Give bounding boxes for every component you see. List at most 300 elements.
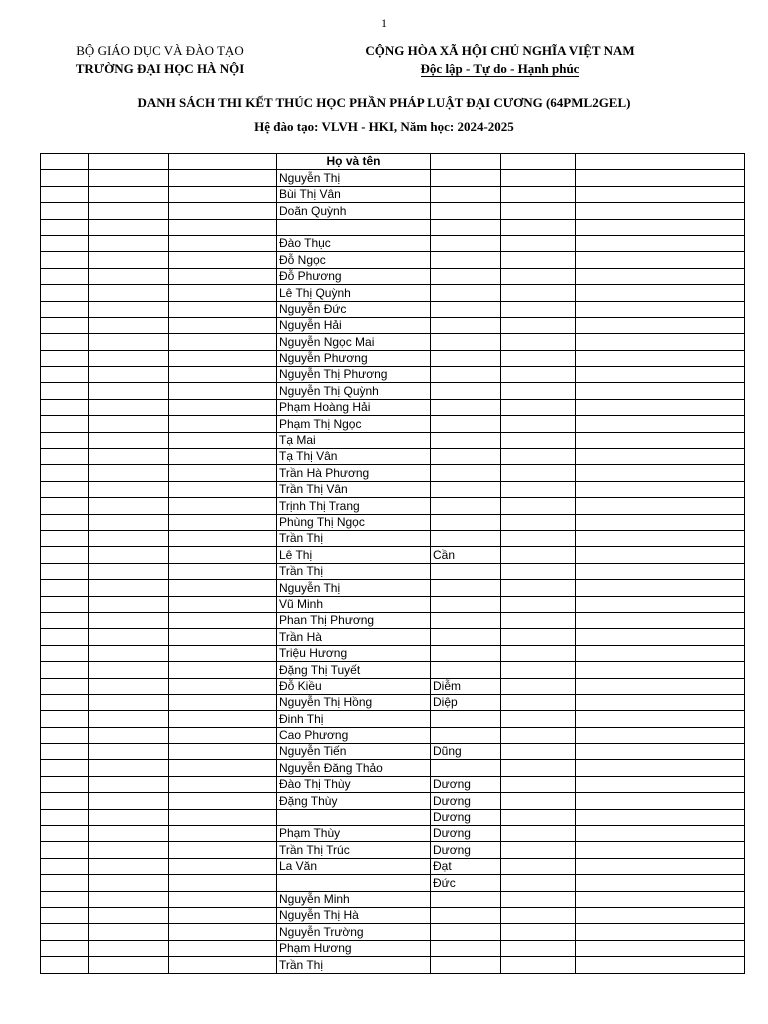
table-cell	[501, 596, 576, 612]
given-name-cell	[431, 596, 501, 612]
table-cell	[576, 498, 745, 514]
table-cell	[576, 334, 745, 350]
given-name-cell	[431, 383, 501, 399]
given-name-cell	[431, 285, 501, 301]
table-cell	[576, 399, 745, 415]
table-cell	[576, 547, 745, 563]
surname-cell: Đặng Thùy	[277, 793, 431, 809]
table-cell	[169, 563, 277, 579]
table-cell	[501, 301, 576, 317]
table-row	[41, 760, 745, 776]
surname-cell: Bùi Thị Vân	[277, 186, 431, 202]
given-name-cell	[431, 449, 501, 465]
table-cell	[41, 793, 89, 809]
table-cell	[169, 580, 277, 596]
table-cell	[169, 875, 277, 891]
table-cell	[501, 776, 576, 792]
table-cell	[169, 809, 277, 825]
table-cell	[169, 907, 277, 923]
table-cell	[169, 547, 277, 563]
table-cell	[169, 301, 277, 317]
table-cell	[89, 235, 169, 251]
table-cell	[501, 793, 576, 809]
given-name-cell: Dương	[431, 842, 501, 858]
table-cell	[89, 678, 169, 694]
table-cell	[576, 301, 745, 317]
table-cell	[169, 334, 277, 350]
table-row	[41, 793, 745, 809]
table-header-row	[41, 154, 745, 170]
table-cell	[501, 711, 576, 727]
given-name-cell: Diễm	[431, 678, 501, 694]
table-cell	[89, 498, 169, 514]
table-cell	[89, 744, 169, 760]
header-cell	[89, 154, 169, 170]
table-cell	[576, 694, 745, 710]
given-name-cell	[431, 350, 501, 366]
table-cell	[169, 662, 277, 678]
table-cell	[576, 678, 745, 694]
table-row	[41, 957, 745, 973]
table-cell	[501, 252, 576, 268]
given-name-cell	[431, 498, 501, 514]
table-cell	[576, 924, 745, 940]
surname-cell: Nguyễn Thị	[277, 170, 431, 186]
table-row	[41, 727, 745, 743]
table-cell	[576, 563, 745, 579]
table-cell	[169, 776, 277, 792]
table-cell	[89, 350, 169, 366]
table-row	[41, 711, 745, 727]
given-name-cell	[431, 416, 501, 432]
table-cell	[501, 186, 576, 202]
surname-cell: Trần Thị	[277, 563, 431, 579]
given-name-cell	[431, 612, 501, 628]
table-cell	[501, 694, 576, 710]
table-cell	[501, 809, 576, 825]
table-cell	[576, 285, 745, 301]
table-cell	[501, 858, 576, 874]
table-cell	[576, 350, 745, 366]
table-cell	[576, 711, 745, 727]
table-cell	[576, 514, 745, 530]
table-row	[41, 580, 745, 596]
table-cell	[169, 399, 277, 415]
table-cell	[89, 465, 169, 481]
table-row	[41, 498, 745, 514]
table-row	[41, 678, 745, 694]
table-cell	[576, 760, 745, 776]
table-cell	[41, 383, 89, 399]
table-row	[41, 219, 745, 235]
table-cell	[169, 891, 277, 907]
surname-cell: Tạ Thị Vân	[277, 449, 431, 465]
table-cell	[576, 170, 745, 186]
table-cell	[41, 907, 89, 923]
table-cell	[41, 612, 89, 628]
table-cell	[501, 416, 576, 432]
table-cell	[89, 514, 169, 530]
surname-cell: Nguyễn Thị Quỳnh	[277, 383, 431, 399]
given-name-cell	[431, 530, 501, 546]
given-name-cell	[431, 481, 501, 497]
given-name-cell	[431, 711, 501, 727]
surname-cell: Nguyễn Ngọc Mai	[277, 334, 431, 350]
table-cell	[89, 694, 169, 710]
table-cell	[169, 268, 277, 284]
table-row	[41, 629, 745, 645]
table-cell	[169, 940, 277, 956]
table-cell	[501, 350, 576, 366]
table-cell	[576, 727, 745, 743]
header-cell	[431, 154, 501, 170]
table-cell	[89, 711, 169, 727]
table-cell	[576, 612, 745, 628]
table-cell	[169, 957, 277, 973]
table-cell	[576, 481, 745, 497]
table-cell	[576, 530, 745, 546]
surname-cell: Phùng Thị Ngọc	[277, 514, 431, 530]
given-name-cell: Đạt	[431, 858, 501, 874]
table-cell	[169, 203, 277, 219]
table-cell	[41, 367, 89, 383]
table-row	[41, 596, 745, 612]
document-title: DANH SÁCH THI KẾT THÚC HỌC PHẦN PHÁP LUẬT ĐẠI CƯƠNG (64PML2GEL)	[137, 95, 631, 110]
table-row	[41, 350, 745, 366]
given-name-cell	[431, 334, 501, 350]
table-row	[41, 842, 745, 858]
table-cell	[501, 219, 576, 235]
table-cell	[89, 662, 169, 678]
table-cell	[89, 760, 169, 776]
table-row	[41, 514, 745, 530]
table-cell	[41, 317, 89, 333]
table-row	[41, 334, 745, 350]
table-cell	[41, 875, 89, 891]
surname-cell: Đặng Thị Tuyết	[277, 662, 431, 678]
table-cell	[501, 498, 576, 514]
surname-cell	[277, 219, 431, 235]
table-row	[41, 186, 745, 202]
given-name-cell	[431, 957, 501, 973]
table-cell	[169, 235, 277, 251]
given-name-cell	[431, 170, 501, 186]
header-cell	[576, 154, 745, 170]
given-name-cell	[431, 645, 501, 661]
table-cell	[41, 662, 89, 678]
surname-cell: Nguyễn Phương	[277, 350, 431, 366]
table-cell	[169, 350, 277, 366]
given-name-cell	[431, 203, 501, 219]
table-cell	[169, 432, 277, 448]
table-cell	[169, 596, 277, 612]
given-name-cell	[431, 514, 501, 530]
table-cell	[576, 793, 745, 809]
surname-cell: Lê Thị Quỳnh	[277, 285, 431, 301]
table-cell	[169, 317, 277, 333]
table-cell	[89, 203, 169, 219]
table-cell	[89, 317, 169, 333]
table-cell	[169, 711, 277, 727]
given-name-cell: Đức	[431, 875, 501, 891]
table-cell	[89, 252, 169, 268]
surname-cell: Đỗ Kiều	[277, 678, 431, 694]
surname-cell	[277, 875, 431, 891]
table-cell	[501, 268, 576, 284]
table-cell	[41, 645, 89, 661]
table-cell	[41, 826, 89, 842]
table-cell	[89, 186, 169, 202]
table-cell	[576, 432, 745, 448]
table-cell	[501, 563, 576, 579]
student-roster-table	[40, 153, 745, 974]
table-cell	[501, 826, 576, 842]
surname-cell: Lê Thị	[277, 547, 431, 563]
surname-cell: Nguyễn Thị Phương	[277, 367, 431, 383]
table-cell	[41, 940, 89, 956]
table-row	[41, 924, 745, 940]
table-cell	[41, 580, 89, 596]
given-name-cell	[431, 563, 501, 579]
table-cell	[41, 219, 89, 235]
country-name: CỘNG HÒA XÃ HỘI CHỦ NGHĨA VIỆT NAM	[365, 43, 635, 58]
table-cell	[169, 645, 277, 661]
table-cell	[169, 465, 277, 481]
table-cell	[576, 580, 745, 596]
table-cell	[89, 367, 169, 383]
surname-cell: Nguyễn Trường	[277, 924, 431, 940]
table-cell	[501, 907, 576, 923]
table-cell	[501, 891, 576, 907]
table-cell	[576, 957, 745, 973]
table-cell	[501, 481, 576, 497]
table-row	[41, 891, 745, 907]
surname-cell: Nguyễn Thị Hồng	[277, 694, 431, 710]
table-cell	[89, 301, 169, 317]
table-cell	[501, 383, 576, 399]
table-cell	[41, 252, 89, 268]
table-cell	[89, 826, 169, 842]
table-cell	[576, 629, 745, 645]
surname-cell: Phạm Hoàng Hải	[277, 399, 431, 415]
surname-cell: Nguyễn Thị	[277, 580, 431, 596]
table-cell	[169, 694, 277, 710]
table-cell	[576, 317, 745, 333]
table-cell	[41, 596, 89, 612]
surname-cell: Đào Thị Thùy	[277, 776, 431, 792]
given-name-cell	[431, 924, 501, 940]
given-name-cell	[431, 465, 501, 481]
table-cell	[89, 547, 169, 563]
table-row	[41, 744, 745, 760]
surname-cell: Trần Hà Phương	[277, 465, 431, 481]
national-motto: Độc lập - Tự do - Hạnh phúc	[420, 61, 580, 76]
surname-cell: Đỗ Ngọc	[277, 252, 431, 268]
table-cell	[89, 383, 169, 399]
table-cell	[501, 924, 576, 940]
table-cell	[89, 858, 169, 874]
surname-cell: La Văn	[277, 858, 431, 874]
table-cell	[89, 940, 169, 956]
table-cell	[169, 481, 277, 497]
given-name-cell: Dương	[431, 793, 501, 809]
table-cell	[169, 498, 277, 514]
table-row	[41, 449, 745, 465]
table-row	[41, 252, 745, 268]
table-cell	[576, 367, 745, 383]
given-name-cell	[431, 891, 501, 907]
table-row	[41, 662, 745, 678]
table-cell	[576, 809, 745, 825]
table-cell	[89, 596, 169, 612]
table-row	[41, 875, 745, 891]
table-cell	[89, 645, 169, 661]
table-cell	[41, 465, 89, 481]
surname-cell: Đinh Thị	[277, 711, 431, 727]
table-cell	[501, 678, 576, 694]
table-cell	[576, 662, 745, 678]
table-cell	[576, 744, 745, 760]
table-cell	[169, 383, 277, 399]
surname-cell: Phạm Thị Ngọc	[277, 416, 431, 432]
table-cell	[501, 514, 576, 530]
table-cell	[169, 219, 277, 235]
table-cell	[41, 170, 89, 186]
table-cell	[501, 367, 576, 383]
table-cell	[576, 465, 745, 481]
table-cell	[169, 285, 277, 301]
table-cell	[169, 367, 277, 383]
header-cell	[41, 154, 89, 170]
table-cell	[89, 907, 169, 923]
table-cell	[41, 563, 89, 579]
table-cell	[501, 399, 576, 415]
given-name-cell	[431, 367, 501, 383]
table-cell	[89, 481, 169, 497]
table-cell	[169, 760, 277, 776]
table-cell	[576, 383, 745, 399]
table-cell	[501, 334, 576, 350]
given-name-cell	[431, 252, 501, 268]
table-row	[41, 203, 745, 219]
table-cell	[41, 760, 89, 776]
table-cell	[41, 285, 89, 301]
surname-cell: Trần Thị Trúc	[277, 842, 431, 858]
table-cell	[576, 858, 745, 874]
table-cell	[501, 530, 576, 546]
table-cell	[41, 809, 89, 825]
table-cell	[41, 694, 89, 710]
table-cell	[41, 203, 89, 219]
table-cell	[576, 268, 745, 284]
header-cell-full-name: Họ và tên	[277, 154, 431, 170]
given-name-cell: Dương	[431, 776, 501, 792]
given-name-cell	[431, 432, 501, 448]
table-cell	[501, 957, 576, 973]
table-cell	[41, 481, 89, 497]
table-cell	[41, 842, 89, 858]
surname-cell	[277, 809, 431, 825]
table-row	[41, 416, 745, 432]
ministry-name: BỘ GIÁO DỤC VÀ ĐÀO TẠO	[76, 43, 244, 58]
table-cell	[89, 268, 169, 284]
table-cell	[501, 744, 576, 760]
given-name-cell	[431, 907, 501, 923]
given-name-cell	[431, 940, 501, 956]
table-row	[41, 367, 745, 383]
table-row	[41, 907, 745, 923]
table-cell	[41, 744, 89, 760]
table-cell	[89, 432, 169, 448]
table-cell	[501, 875, 576, 891]
table-cell	[169, 842, 277, 858]
table-cell	[41, 301, 89, 317]
table-cell	[576, 235, 745, 251]
table-cell	[501, 432, 576, 448]
table-cell	[576, 875, 745, 891]
surname-cell: Cao Phương	[277, 727, 431, 743]
table-cell	[89, 285, 169, 301]
table-cell	[169, 826, 277, 842]
table-cell	[501, 547, 576, 563]
given-name-cell	[431, 317, 501, 333]
table-cell	[169, 252, 277, 268]
table-cell	[89, 530, 169, 546]
table-cell	[41, 547, 89, 563]
given-name-cell: Dũng	[431, 744, 501, 760]
surname-cell: Trần Thị	[277, 957, 431, 973]
given-name-cell	[431, 268, 501, 284]
surname-cell: Phạm Thùy	[277, 826, 431, 842]
table-cell	[41, 350, 89, 366]
table-row	[41, 645, 745, 661]
table-row	[41, 465, 745, 481]
document-subtitle: Hệ đào tạo: VLVH - HKI, Năm học: 2024-2025	[254, 119, 514, 134]
table-row	[41, 301, 745, 317]
table-cell	[89, 334, 169, 350]
table-cell	[501, 449, 576, 465]
surname-cell: Trần Thị	[277, 530, 431, 546]
given-name-cell	[431, 580, 501, 596]
table-cell	[169, 186, 277, 202]
table-cell	[41, 268, 89, 284]
table-cell	[41, 399, 89, 415]
table-cell	[576, 776, 745, 792]
table-cell	[41, 858, 89, 874]
table-cell	[169, 416, 277, 432]
table-cell	[576, 907, 745, 923]
table-cell	[576, 252, 745, 268]
table-cell	[576, 842, 745, 858]
given-name-cell: Dương	[431, 809, 501, 825]
table-cell	[89, 891, 169, 907]
table-cell	[501, 662, 576, 678]
surname-cell: Đào Thục	[277, 235, 431, 251]
table-cell	[89, 727, 169, 743]
given-name-cell	[431, 186, 501, 202]
surname-cell: Nguyễn Hải	[277, 317, 431, 333]
table-row	[41, 776, 745, 792]
table-cell	[169, 858, 277, 874]
table-row	[41, 383, 745, 399]
table-cell	[169, 170, 277, 186]
table-cell	[501, 285, 576, 301]
table-cell	[169, 530, 277, 546]
table-cell	[41, 957, 89, 973]
table-cell	[169, 678, 277, 694]
given-name-cell	[431, 235, 501, 251]
table-cell	[89, 449, 169, 465]
